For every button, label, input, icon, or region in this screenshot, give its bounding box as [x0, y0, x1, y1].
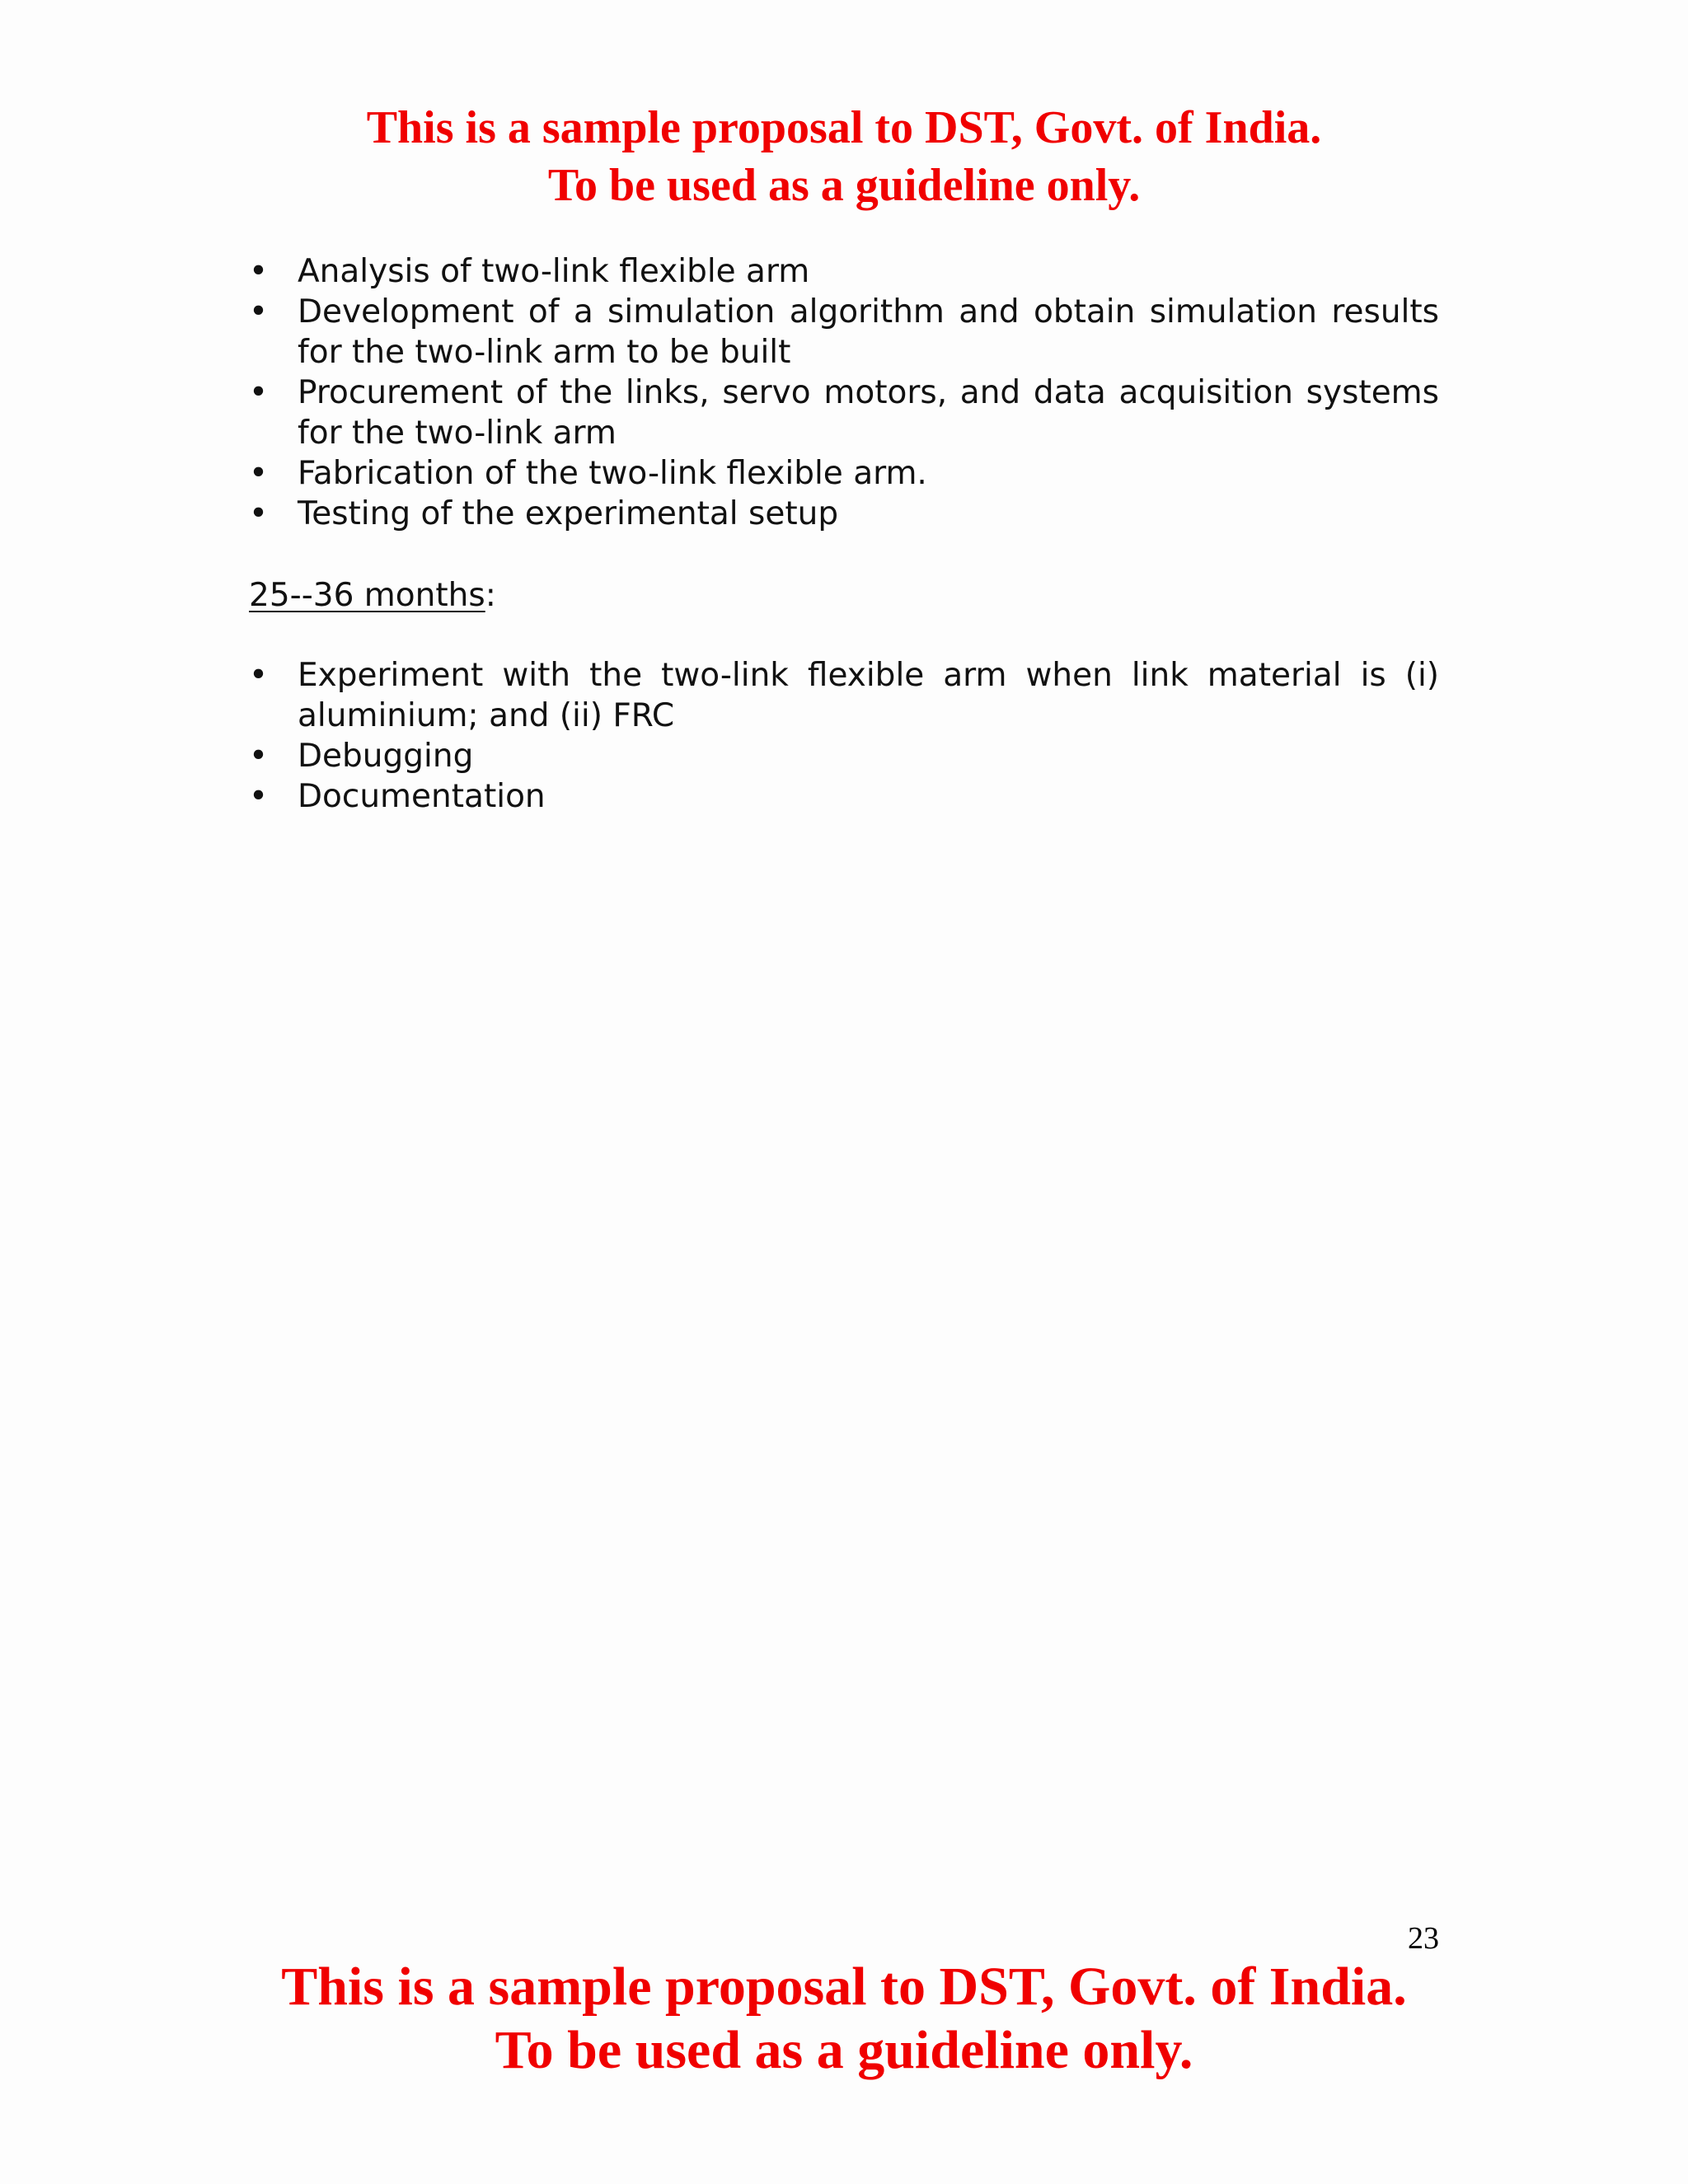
- bullet-list-b: [249, 655, 1439, 817]
- bullet-icon: •: [249, 495, 269, 532]
- list-item: [249, 292, 1439, 373]
- bullet-icon: •: [249, 455, 269, 492]
- list-item-text: Testing of the experimental setup: [298, 495, 839, 532]
- list-item-text: Procurement of the links, servo motors, and data acquisition systems for the two-link arm: [298, 374, 1439, 452]
- bullet-icon: •: [249, 778, 269, 815]
- list-item: [249, 373, 1439, 453]
- watermark-footer-line-1: This is a sample proposal to DST, Govt. of India.: [281, 1957, 1407, 2017]
- section-heading-text: 25--36 months: [249, 577, 485, 614]
- list-item: [249, 494, 1439, 534]
- bullet-icon: •: [249, 657, 269, 694]
- list-item-text: Debugging: [298, 738, 474, 775]
- bullet-icon: •: [249, 738, 269, 775]
- list-item: [249, 776, 1439, 817]
- bullet-list-a: [249, 251, 1439, 534]
- list-item-text: Experiment with the two-link flexible arm when link material is (i) aluminium; and (ii) FRC: [298, 657, 1439, 734]
- task-list-section-a: [249, 251, 1439, 534]
- list-item-text: Analysis of two-link flexible arm: [298, 253, 810, 290]
- list-item: [249, 453, 1439, 494]
- bullet-icon: •: [249, 374, 269, 411]
- watermark-header: [0, 99, 1688, 214]
- list-item-text: Development of a simulation algorithm and obtain simulation results for the two-link arm to be built: [298, 293, 1439, 371]
- list-item: [249, 251, 1439, 292]
- task-list-section-b: [249, 575, 1439, 817]
- list-item: [249, 736, 1439, 776]
- list-item-text: Fabrication of the two-link flexible arm.: [298, 455, 927, 492]
- page-number: 23: [1408, 1921, 1439, 1956]
- watermark-footer: [0, 1955, 1688, 2082]
- watermark-footer-line-2: To be used as a guideline only.: [495, 2020, 1193, 2080]
- watermark-header-line-1: This is a sample proposal to DST, Govt. of India.: [366, 102, 1322, 153]
- section-heading: [249, 575, 1439, 616]
- list-item-text: Documentation: [298, 778, 546, 815]
- bullet-icon: •: [249, 253, 269, 290]
- watermark-header-line-2: To be used as a guideline only.: [547, 160, 1141, 211]
- list-item: [249, 655, 1439, 736]
- bullet-icon: •: [249, 293, 269, 330]
- section-heading-suffix: :: [485, 577, 496, 614]
